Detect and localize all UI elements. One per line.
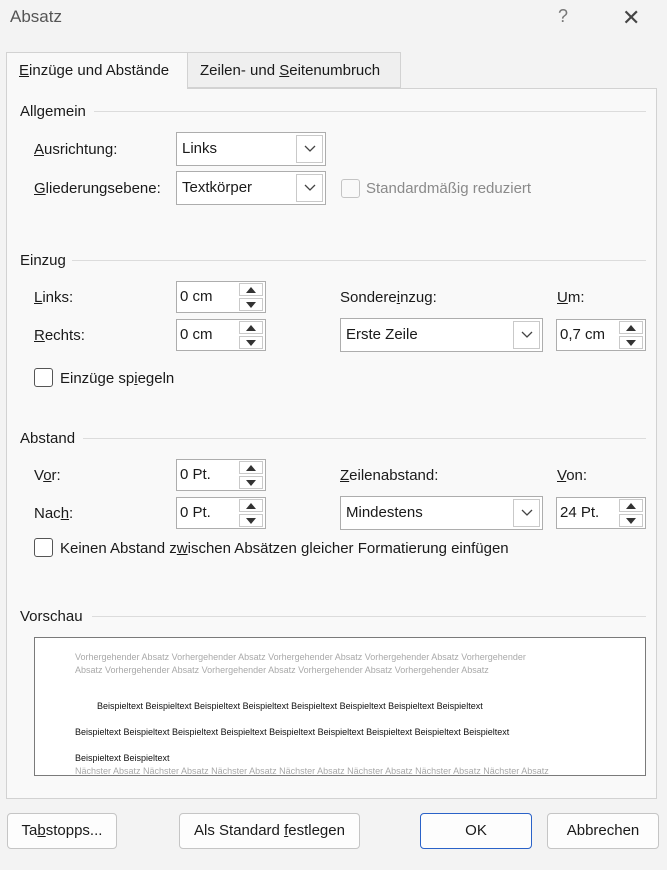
spacing-before-value: 0 Pt.	[180, 466, 211, 483]
spacing-after-spinner[interactable]	[176, 497, 266, 529]
no-space-same-style-checkbox[interactable]	[34, 538, 53, 557]
preview-sample-text: Beispieltext Beispieltext	[75, 753, 170, 763]
collapsed-default-label: Standardmäßig reduziert	[366, 180, 532, 197]
section-indent-heading: Einzug	[20, 252, 66, 269]
special-indent-dropdown[interactable]	[340, 318, 543, 352]
tab-mnemonic: E	[19, 62, 30, 79]
chevron-down-icon[interactable]	[296, 174, 323, 202]
chevron-down-icon[interactable]	[296, 135, 323, 163]
spacing-after-label: Nach:	[34, 505, 74, 522]
alignment-label: Ausrichtung:	[34, 141, 118, 158]
help-button[interactable]: ?	[558, 6, 569, 26]
spin-up-icon[interactable]	[619, 321, 643, 334]
spin-up-icon[interactable]	[239, 499, 263, 512]
preview-previous-paragraph: Vorhergehender Absatz Vorhergehender Absatz Vorhergehender Absatz Vorhergehender Absatz Vorhergehender	[75, 652, 526, 662]
spin-down-icon[interactable]	[239, 476, 263, 489]
section-divider	[72, 260, 646, 261]
tab-line-and-page-breaks[interactable]	[187, 52, 401, 88]
spin-down-icon[interactable]	[239, 298, 263, 311]
outline-level-label: Gliederungsebene:	[34, 180, 161, 197]
section-divider	[94, 111, 646, 112]
tab-mnemonic: S	[279, 62, 290, 79]
no-space-same-style-label: Keinen Abstand zwischen Absätzen gleicher Formatierung einfügen	[60, 540, 509, 557]
line-spacing-value: Mindestens	[346, 504, 423, 521]
indent-left-value: 0 cm	[180, 288, 213, 305]
close-button[interactable]: ✕	[622, 5, 641, 30]
cancel-button[interactable]: Abbrechen	[547, 813, 659, 849]
mirror-indents-checkbox[interactable]	[34, 368, 53, 387]
spin-up-icon[interactable]	[619, 499, 643, 512]
set-as-default-button[interactable]: Als Standard festlegen	[179, 813, 360, 849]
ok-button[interactable]: OK	[420, 813, 532, 849]
section-preview-heading: Vorschau	[20, 608, 83, 625]
preview-box	[34, 637, 646, 776]
dialog-title: Absatz	[10, 7, 62, 26]
section-divider	[83, 438, 646, 439]
spin-down-icon[interactable]	[239, 514, 263, 527]
tab-label: eitenumbruch	[289, 62, 381, 79]
spin-up-icon[interactable]	[239, 283, 263, 296]
preview-next-paragraph: Nächster Absatz Nächster Absatz Nächster Absatz Nächster Absatz Nächster Absatz Nächster Absatz Nächster Absatz	[75, 766, 549, 776]
preview-sample-text: Beispieltext Beispieltext Beispieltext Beispieltext Beispieltext Beispieltext Beispieltext Beispieltext	[97, 701, 483, 711]
indent-right-label: Rechts:	[34, 327, 85, 344]
indent-by-spinner[interactable]	[556, 319, 646, 351]
spin-down-icon[interactable]	[619, 514, 643, 527]
indent-right-value: 0 cm	[180, 326, 213, 343]
alignment-dropdown[interactable]	[176, 132, 326, 166]
spacing-at-value: 24 Pt.	[560, 504, 600, 521]
spacing-at-label: Von:	[557, 467, 588, 484]
tabs-button[interactable]: Tabstopps...	[7, 813, 117, 849]
spin-up-icon[interactable]	[239, 461, 263, 474]
line-spacing-dropdown[interactable]	[340, 496, 543, 530]
spin-up-icon[interactable]	[239, 321, 263, 334]
preview-sample-text: Beispieltext Beispieltext Beispieltext Beispieltext Beispieltext Beispieltext Beispieltext Beispieltext Beispieltext	[75, 727, 510, 737]
indent-left-spinner[interactable]	[176, 281, 266, 313]
outline-level-value: Textkörper	[182, 179, 253, 196]
outline-level-dropdown[interactable]	[176, 171, 326, 205]
section-divider	[92, 616, 646, 617]
preview-previous-paragraph: Absatz Vorhergehender Absatz Vorhergehender Absatz Vorhergehender Absatz Vorhergehender Absatz	[75, 665, 489, 675]
spacing-before-spinner[interactable]	[176, 459, 266, 491]
special-indent-label: Sondereinzug:	[340, 289, 437, 306]
spin-down-icon[interactable]	[239, 336, 263, 349]
special-indent-value: Erste Zeile	[346, 326, 418, 343]
spacing-before-label: Vor:	[34, 467, 61, 484]
spacing-at-spinner[interactable]	[556, 497, 646, 529]
chevron-down-icon[interactable]	[513, 499, 540, 527]
indent-left-label: Links:	[34, 289, 74, 306]
section-general-heading: Allgemein	[20, 103, 86, 120]
tab-label-pre: Zeilen- und	[200, 62, 280, 79]
chevron-down-icon[interactable]	[513, 321, 540, 349]
section-spacing-heading: Abstand	[20, 430, 76, 447]
mirror-indents-label: Einzüge spiegeln	[60, 370, 175, 387]
tab-indents-and-spacing[interactable]	[6, 52, 188, 89]
line-spacing-label: Zeilenabstand:	[340, 467, 439, 484]
indent-by-label: Um:	[557, 289, 585, 306]
indent-right-spinner[interactable]	[176, 319, 266, 351]
spin-down-icon[interactable]	[619, 336, 643, 349]
indent-by-value: 0,7 cm	[560, 326, 606, 343]
alignment-value: Links	[182, 140, 218, 157]
tab-label: inzüge und Abstände	[29, 62, 170, 79]
collapsed-default-checkbox[interactable]	[341, 179, 360, 198]
spacing-after-value: 0 Pt.	[180, 504, 211, 521]
